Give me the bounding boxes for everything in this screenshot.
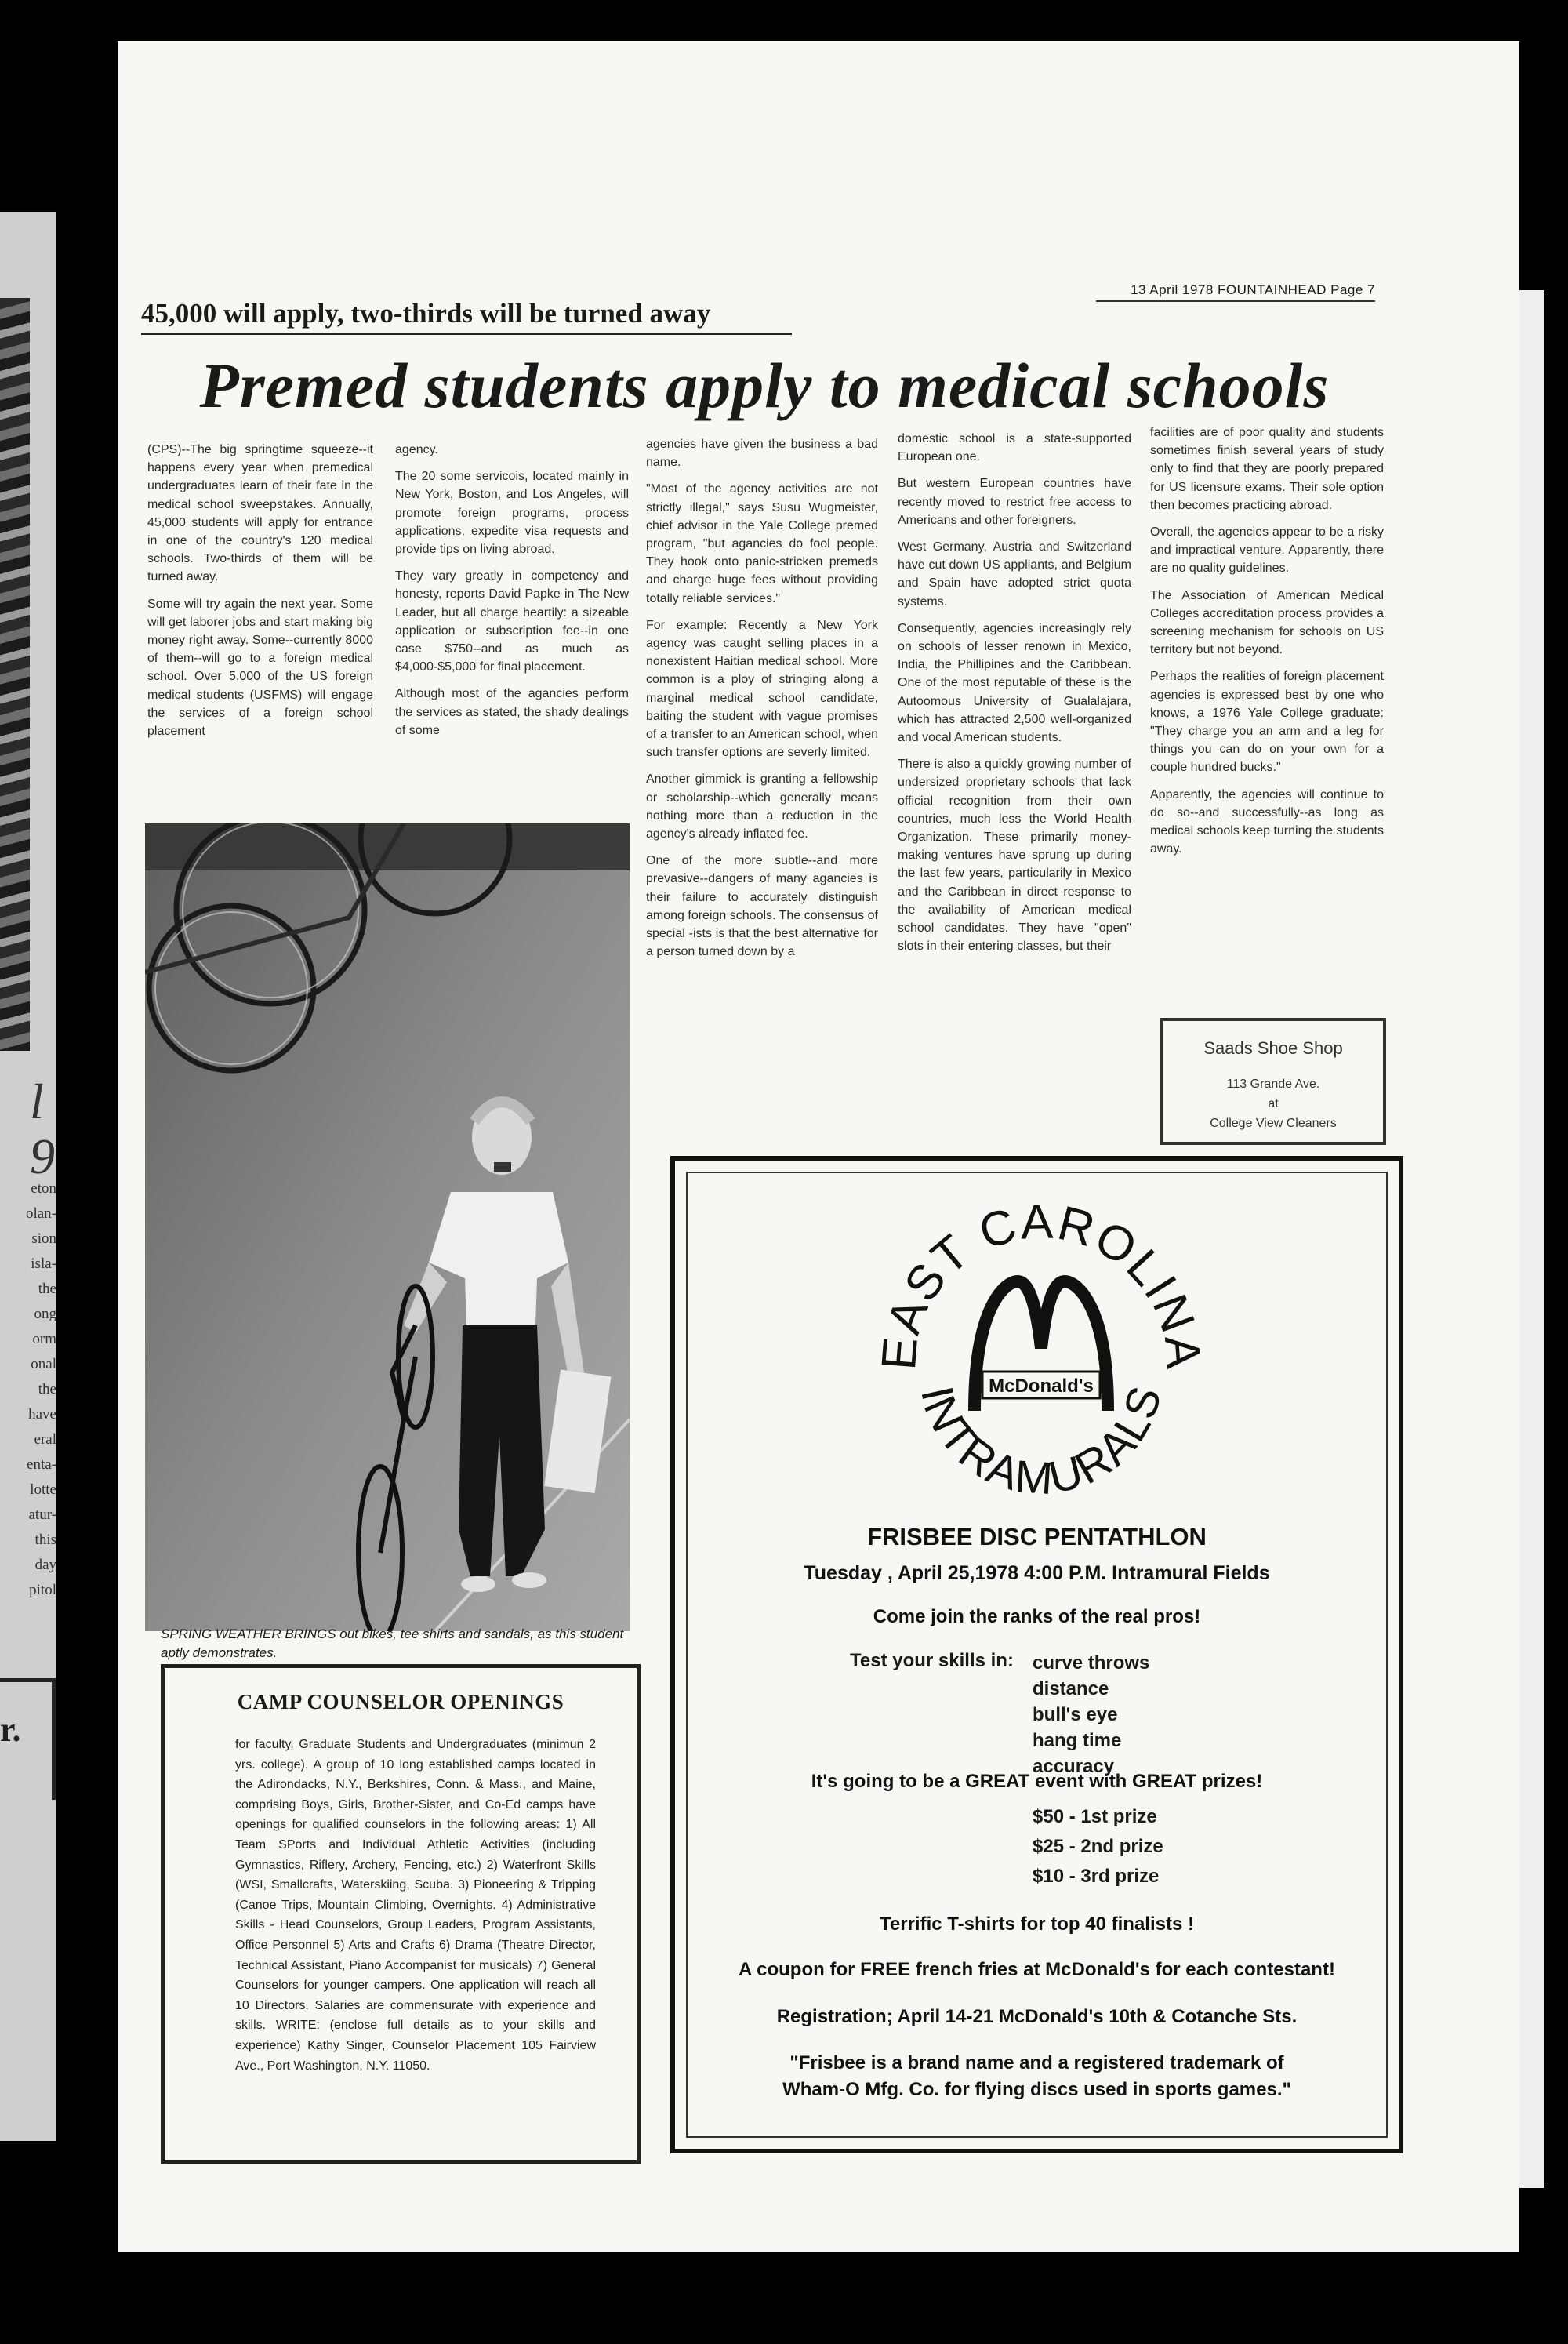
article-column-3 (646, 435, 878, 969)
photo-caption (161, 1625, 631, 1663)
article-column-2 (395, 441, 629, 748)
shoe-shop-name: Saads Shoe Shop (1203, 1038, 1343, 1058)
article-paragraph: Some will try again the next year. Some will get laborer jobs and start making big money right away. Some--currently 8000 of them--will go to a foreign medical school. Over 5,000 of the US foreign medical students (USFMS) will engage the services of a foreign school placement (147, 597, 373, 739)
article-column-1 (147, 441, 373, 749)
adjacent-page-text-fragments (0, 1176, 56, 1603)
kicker-headline: 45,000 will apply, two-thirds will be turned away (141, 298, 792, 335)
fragment-word: the (38, 1381, 56, 1397)
fragment-word: onal (31, 1356, 56, 1372)
event-date-location: Tuesday , April 25,1978 4:00 P.M. Intramural Fields (804, 1562, 1270, 1584)
great-prizes-line: It's going to be a GREAT event with GREAT prizes! (811, 1771, 1263, 1792)
article-column-4 (898, 430, 1131, 964)
fragment-word: ong (34, 1306, 56, 1322)
article-paragraph: The Association of American Medical Colleges accreditation process provides a screening mechanism for schools on US territory but not beyond. (1150, 588, 1384, 657)
east-carolina-mcdonalds-logo (857, 1172, 1225, 1540)
fragment-word: olan- (25, 1205, 56, 1222)
article-paragraph: agency. (395, 443, 438, 456)
prize-item: $25 - 2nd prize (1033, 1836, 1163, 1857)
article-paragraph: Perhaps the realities of foreign placement agencies is expressed best by one who knows, a 1976 Yale College graduate: "They charge you an arm and a leg for things you can do on your own for a couple hundred bucks." (1150, 670, 1384, 775)
camp-ad-title: CAMP COUNSELOR OPENINGS (237, 1690, 564, 1713)
fragment-word: the (38, 1281, 56, 1297)
event-title: FRISBEE DISC PENTATHLON (867, 1523, 1207, 1550)
article-paragraph: domestic school is a state-supported European one. (898, 432, 1131, 464)
article-paragraph: West Germany, Austria and Switzerland have cut down US appliants, and Belgium and Spain have adopted strict quota systems. (898, 540, 1131, 609)
shoe-shop-ad (1160, 1018, 1386, 1145)
skill-item: curve throws (1033, 1652, 1150, 1674)
article-paragraph: They vary greatly in competency and honesty, reports David Papke in The New Leader, but all charge heartily: a sizeable application or subscription fee--in one case $750--and as much as $4,000-$5,000 for final placement. (395, 569, 629, 674)
student-bicycle-photo (145, 823, 630, 1631)
shoe-shop-address (1163, 1074, 1383, 1133)
fragment-word: atur- (28, 1506, 56, 1523)
article-paragraph: agencies have given the business a bad name. (646, 438, 878, 470)
fragment-word: eton (31, 1180, 56, 1197)
article-paragraph: Consequently, agencies increasingly rely on schools of lesser renown in Mexico, India, the Phillipines and the Caribbean. One of the most reputable of these is the Autoomous University of Gualalajara, which has attracted 2,500 well-organized and vocal American students. (898, 621, 1131, 745)
article-paragraph: One of the more subtle--and more prevasive--dangers of many agancies is their failure to accurately distinguish among foreign schools. The consensus of special -ists is that the best alternative for a person turned down by a (646, 854, 878, 959)
registration-line: Registration; April 14-21 McDonald's 10th & Cotanche Sts. (776, 2006, 1298, 2027)
prize-item: $50 - 1st prize (1033, 1806, 1157, 1827)
coupon-line: A coupon for FREE french fries at McDonald's for each contestant! (739, 1959, 1335, 1980)
fragment-word: lotte (30, 1481, 56, 1498)
article-paragraph: facilities are of poor quality and students sometimes finish several years of study only to find that they are poorly prepared for US licensure exams. Their sole option then becomes practicing abroad. (1150, 426, 1384, 512)
adjacent-page-text-fragment: r. (0, 1710, 21, 1749)
caption-lead: SPRING WEATHER BRINGS (161, 1626, 336, 1641)
article-paragraph: Another gimmick is granting a fellowship or scholarship--which generally means nothing more than a reduction in the agency's already inflated fee. (646, 772, 878, 841)
skill-item: bull's eye (1033, 1704, 1118, 1725)
fragment-word: isla- (31, 1256, 56, 1272)
camp-counselor-ad (161, 1664, 641, 2164)
camp-ad-body: for faculty, Graduate Students and Undergraduates (minimun 2 yrs. college). A group of 10 long established camps located in the Adirondacks, N.Y., Berkshires, Conn. & Mass., and Maine, comprising Boys, Girls, Brother-Sister, and Co-Ed camps have openings for qualified counselors in the following areas: 1) All Team SPorts and Individual Athletic Activities (including Gymnastics, Riflery, Archery, Fencing, etc.) 2) Waterfront Skills (WSI, Smallcrafts, Waterskiing, Scuba. 3) Pioneering & Tripping (Canoe Trips, Mountain Climbing, Overnights. 4) Administrative Skills - Head Counselors, Group Leaders, Program Assistants, Office Personnel 5) Arts and Crafts 6) Drama (Theatre Director, Technical Assistant, Piano Accompanist for musicals) 7) General Counselors for younger campers. One application will reach all 10 Directors. Salaries are commensurate with experience and skills. WRITE: (enclose full details as to your skills and experience) Kathy Singer, Counselor Placement 105 Fairview Ave., Port Washington, N.Y. 11050. (235, 1738, 596, 2073)
article-paragraph: Apparently, the agencies will continue to do so--and successfully--as long as medical schools keep turning the students away. (1150, 787, 1384, 856)
issue-line: 13 April 1978 FOUNTAINHEAD Page 7 (1096, 282, 1375, 302)
fragment-word: enta- (27, 1456, 56, 1473)
fragment-word: sion (31, 1230, 56, 1247)
adjacent-page-photo-fragment (0, 298, 30, 1051)
fragment-word: have (28, 1406, 56, 1423)
skills-list (1033, 1650, 1268, 1779)
article-paragraph: "Most of the agency activities are not strictly illegal," says Susu Wugmeister, chief advisor in the Yale College premed program, "but agancies do fool people. They hook onto panic-stricken premeds and charge huge fees without providing totally reliable services." (646, 482, 878, 605)
article-paragraph: For example: Recently a New York agency was caught selling places in a nonexistent Haitian medical school. More common is a ploy of stringing along a marginal medical school candidate, baiting the student with vague promises of a transfer to an American school, when such transfer options are severly limited. (646, 618, 878, 760)
prize-list (1033, 1802, 1268, 1892)
skill-item: distance (1033, 1678, 1109, 1699)
trademark-notice: "Frisbee is a brand name and a registered trademark of Wham-O Mfg. Co. for flying discs used in sports games." (782, 2052, 1291, 2100)
prize-item: $10 - 3rd prize (1033, 1866, 1160, 1887)
arc-text-intramurals: INTRAMURALS (910, 1379, 1172, 1505)
fragment-word: this (34, 1532, 56, 1548)
article-column-5 (1150, 423, 1384, 867)
article-paragraph: (CPS)--The big springtime squeeze--it happens every year when premedical undergraduates learn of their fate in the medical school sweepstakes. Annually, 45,000 students will apply for entrance in one of the country's 120 medical schools. Two-thirds of them will be turned away. (147, 443, 373, 584)
skill-item: hang time (1033, 1730, 1122, 1751)
article-paragraph: The 20 some servicois, located mainly in New York, Boston, and Los Angeles, will promote foreign programs, process applications, expedite visa requests and provide tips on living abroad. (395, 470, 629, 557)
tshirts-line: Terrific T-shirts for top 40 finalists ! (880, 1913, 1194, 1935)
article-paragraph: But western European countries have recently moved to restrict free access to Americans and other foreigners. (898, 477, 1131, 527)
skills-label: Test your skills in: (850, 1650, 1014, 1671)
fragment-word: pitol (29, 1582, 56, 1598)
photo-illustration (145, 823, 630, 1631)
shoe-address-line-2: at (1268, 1097, 1279, 1110)
article-paragraph: Overall, the agencies appear to be a risky and impractical venture. Apparently, there are no quality guidelines. (1150, 525, 1384, 576)
caption-rest: out bikes, tee shirts and sandals, as this student aptly demonstrates. (161, 1626, 624, 1660)
fragment-word: eral (34, 1431, 56, 1448)
fragment-word: orm (32, 1331, 56, 1347)
article-paragraph: Although most of the agancies perform the services as stated, the shady dealings of some (395, 687, 629, 737)
main-headline: Premed students apply to medical schools (199, 350, 1330, 421)
adjacent-page-headline-fragment: l 9 (30, 1074, 55, 1184)
shoe-address-line-3: College View Cleaners (1210, 1117, 1337, 1130)
shoe-address-line-1: 113 Grande Ave. (1226, 1078, 1320, 1091)
skill-item: accuracy (1033, 1756, 1115, 1777)
join-line: Come join the ranks of the real pros! (873, 1606, 1201, 1627)
mcdonalds-wordmark: McDonald's (989, 1376, 1094, 1397)
arc-text-east-carolina: EAST CAROLINA (871, 1194, 1211, 1372)
fragment-word: day (34, 1557, 56, 1573)
article-paragraph: There is also a quickly growing number of undersized proprietary schools that lack official recognition from their own countries, much less the World Health Organization. These primarily money-making ventures have sprung up during the last few years, particularily in Mexico and the Caribbean in direct response to the availability of American medical school candidates. They have "open" slots in their entering classes, but their (898, 758, 1131, 954)
intramurals-frisbee-ad (670, 1156, 1403, 2153)
